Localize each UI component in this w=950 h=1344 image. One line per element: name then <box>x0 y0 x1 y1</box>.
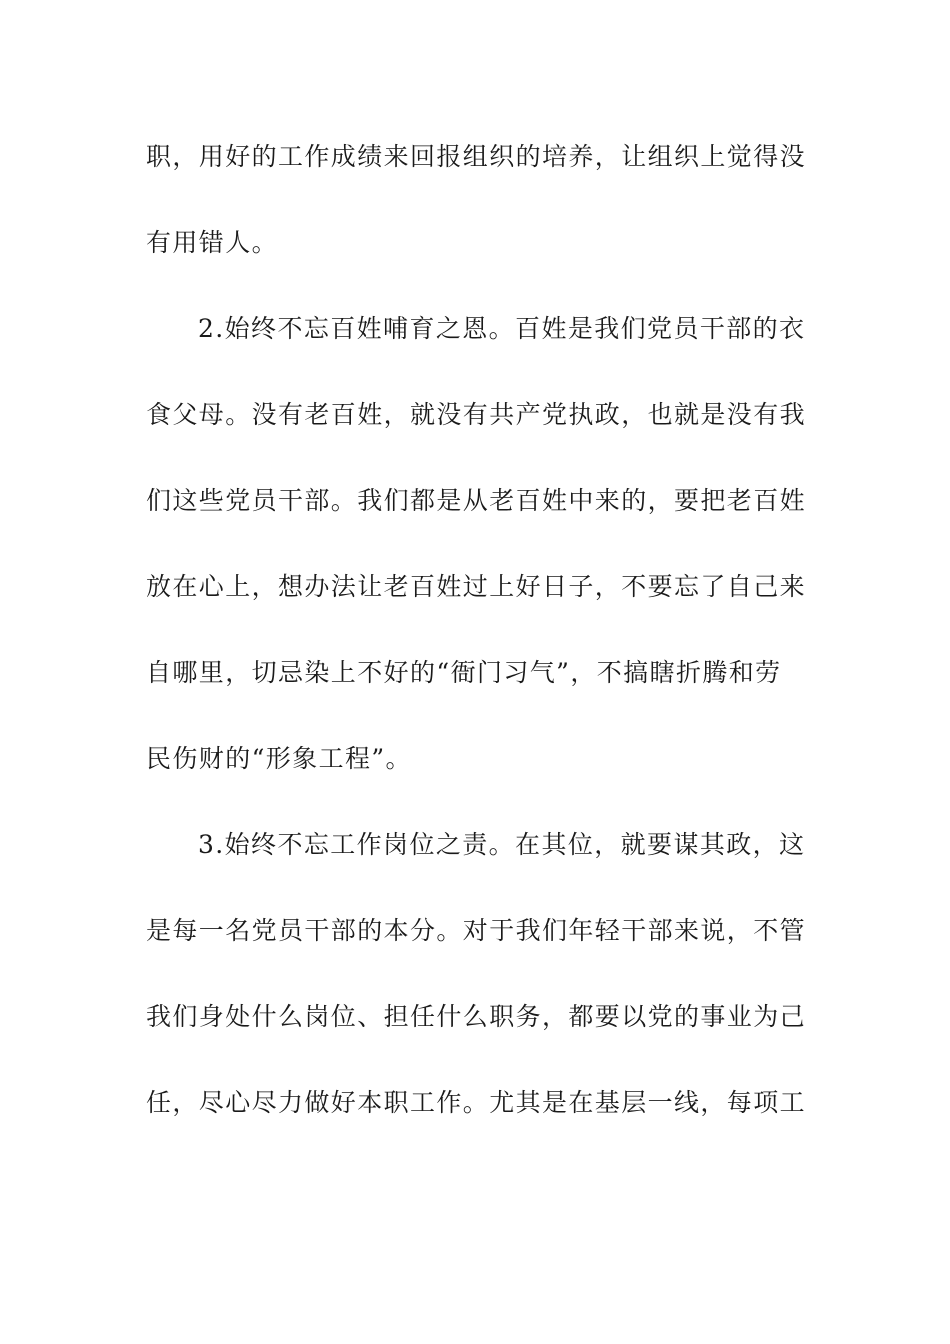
text-line: 自哪里，切忌染上不好的“衙门习气”，不搞瞎折腾和劳 <box>146 658 782 687</box>
paragraph-start-line: 3.始终不忘工作岗位之责。在其位，就要谋其政，这 <box>198 830 806 859</box>
paragraph-start-line: 2.始终不忘百姓哺育之恩。百姓是我们党员干部的衣 <box>198 314 806 343</box>
text-line: 是每一名党员干部的本分。对于我们年轻干部来说，不管 <box>146 916 807 945</box>
text-line: 食父母。没有老百姓，就没有共产党执政，也就是没有我 <box>146 400 807 429</box>
text-line: 任，尽心尽力做好本职工作。尤其是在基层一线，每项工 <box>146 1088 807 1117</box>
text-line: 民伤财的“形象工程”。 <box>146 744 412 773</box>
text-line: 放在心上，想办法让老百姓过上好日子，不要忘了自己来 <box>146 572 807 601</box>
text-line: 们这些党员干部。我们都是从老百姓中来的，要把老百姓 <box>146 486 807 515</box>
text-line: 我们身处什么岗位、担任什么职务，都要以党的事业为己 <box>146 1002 807 1031</box>
text-line: 有用错人。 <box>146 228 279 257</box>
text-line: 职，用好的工作成绩来回报组织的培养，让组织上觉得没 <box>146 142 807 171</box>
